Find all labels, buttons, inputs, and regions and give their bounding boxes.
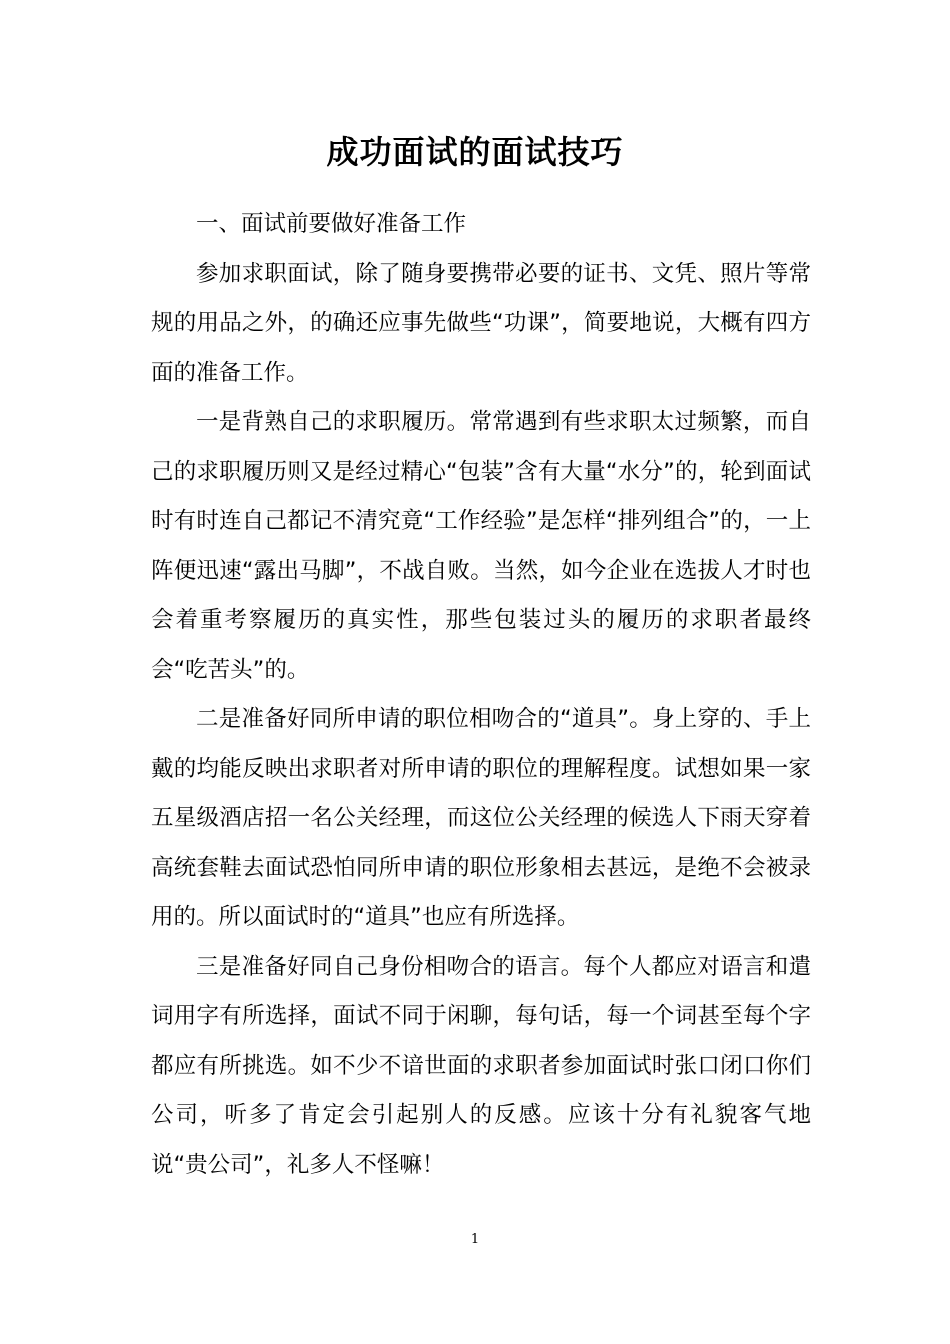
paragraph-intro: 参加求职面试，除了随身要携带必要的证书、文凭、照片等常规的用品之外，的确还应事先做些“功课”，简要地说，大概有四方面的准备工作。 [151, 260, 811, 386]
page-number: 1 [470, 1232, 480, 1247]
paragraph-resume: 一是背熟自己的求职履历。常常遇到有些求职太过频繁，而自己的求职履历则又是经过精心“包装”含有大量“水分”的，轮到面试时有时连自己都记不清究竟“工作经验”是怎样“排列组合”的，一上阵便迅速“露出马脚”，不战自败。当然，如今企业在选拔人才时也会着重考察履历的真实性，那些包装过头的履历的求职者最终会“吃苦头”的。 [151, 409, 811, 683]
paragraph-language: 三是准备好同自己身份相吻合的语言。每个人都应对语言和遣词用字有所选择，面试不同于闲聊，每句话，每一个词甚至每个字都应有所挑选。如不少不谙世面的求职者参加面试时张口闭口你们公司，听多了肯定会引起别人的反感。应该十分有礼貌客气地说“贵公司”，礼多人不怪嘛！ [151, 953, 811, 1178]
document-title: 成功面试的面试技巧 [326, 133, 624, 171]
paragraph-props: 二是准备好同所申请的职位相吻合的“道具”。身上穿的、手上戴的均能反映出求职者对所申请的职位的理解程度。试想如果一家五星级酒店招一名公关经理，而这位公关经理的候选人下雨天穿着高统套鞋去面试恐怕同所申请的职位形象相去甚远，是绝不会被录用的。所以面试时的“道具”也应有所选择。 [151, 706, 811, 930]
section-heading: 一、面试前要做好准备工作 [196, 211, 467, 237]
document-body [151, 200, 811, 1190]
